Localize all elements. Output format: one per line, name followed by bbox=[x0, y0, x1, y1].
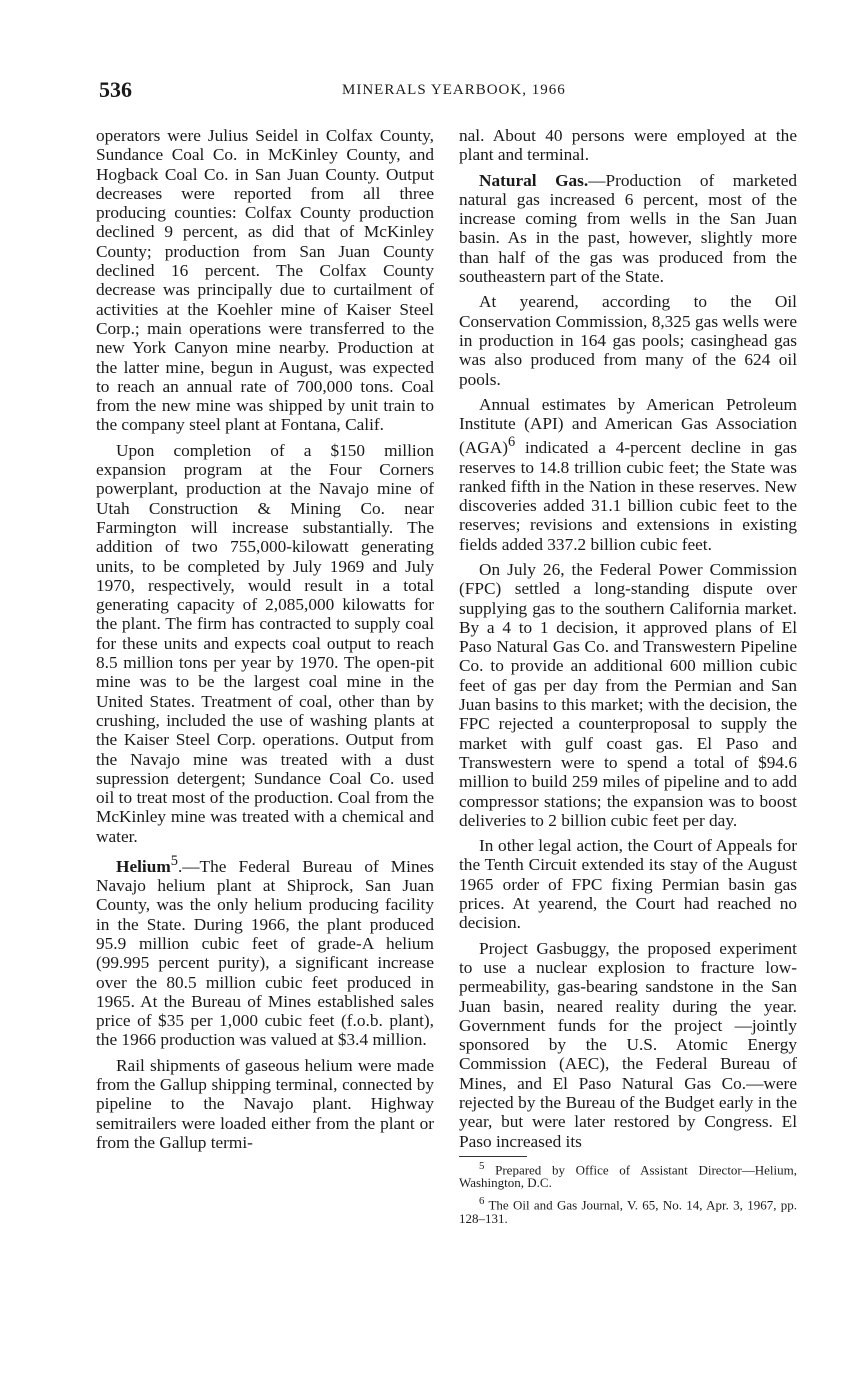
paragraph-four-corners: Upon completion of a $150 million expansion program at the Four Corners powerplant, production at the Navajo mine of Utah Construction & Mining Co. near Farmington will increase substantially. The addition of two 755,000-kilowatt generating units, to be completed by July 1969 and July 1970, respectively, would result in a total generating capacity of 2,085,000 kilowatts for the plant. The firm has contracted to supply coal for these units and expects coal output to reach 8.5 million tons per year by 1970. The open-pit mine was to be the largest coal mine in the United States. Treatment of coal, other than by crushing, included the use of washing plants at the Kaiser Steel Corp. operations. Output from the Navajo mine was treated with a dust supression detergent; Sundance Coal Co. used oil to treat most of the production. Coal from the McKinley mine was treated with a chemical and water. bbox=[96, 440, 434, 846]
right-column bbox=[459, 126, 797, 1231]
footnote-6-mark: 6 bbox=[479, 1195, 485, 1208]
footnote-6-text: The Oil and Gas Journal, V. 65, No. 14, Apr. 3, 1967, pp. 128–131. bbox=[459, 1197, 797, 1226]
paragraph-continued: nal. About 40 persons were employed at the plant and terminal. bbox=[459, 126, 797, 165]
running-title: MINERALS YEARBOOK, 1966 bbox=[342, 82, 566, 98]
paragraph-gasbuggy: Project Gasbuggy, the proposed experiment to use a nuclear explosion to fracture low-permeability, gas-bearing sandstone in the San Juan basin, neared reality during the year. Government funds for the project —jointly sponsored by the U.S. Atomic Energy Commission (AEC), the Federal Bureau of Mines, and El Paso Natural Gas Co.—were rejected by the Bureau of the Budget early in the year, but were later restored by Congress. El Paso increased its bbox=[459, 938, 797, 1151]
paragraph-rail-shipments: Rail shipments of gaseous helium were made from the Gallup shipping terminal, connected by pipeline to the Navajo plant. Highway semitrailers were loaded either from the plant or from the Gallup termi- bbox=[96, 1055, 434, 1152]
natural-gas-text: —Production of marketed natural gas increased 6 percent, most of the increase coming from wells in the San Juan basin. As in the past, however, slightly more than half of the gas was produced from the southeastern part of the State. bbox=[459, 170, 798, 287]
helium-heading: Helium bbox=[116, 856, 171, 876]
paragraph-reserves bbox=[459, 395, 797, 554]
footnote-divider bbox=[459, 1156, 527, 1157]
paragraph-natural-gas bbox=[459, 171, 797, 287]
footnote-5-text: Prepared by Office of Assistant Director—Helium, Washington, D.C. bbox=[459, 1162, 798, 1191]
page-header bbox=[0, 74, 860, 104]
page-number: 536 bbox=[99, 77, 132, 102]
paragraph-helium bbox=[96, 852, 434, 1050]
natural-gas-heading: Natural Gas. bbox=[479, 170, 589, 190]
footnote-6 bbox=[459, 1195, 797, 1224]
footnote-ref-6: 6 bbox=[507, 434, 516, 451]
paragraph-coal-operators: operators were Julius Seidel in Colfax County, Sundance Coal Co. in McKinley County, and Hogback Coal Co. in San Juan County. Output decreases were reported from all three producing counties: Colfax County production declined 9 percent, as did that of McKinley County; production from San Juan County declined 16 percent. The Colfax County decrease was principally due to curtailment of activities at the Koehler mine of Kaiser Steel Corp.; main operations were transferred to the new York Canyon mine nearby. Production at the latter mine, begun in August, was expected to reach an annual rate of 700,000 tons. Coal from the new mine was shipped by unit train to the company steel plant at Fontana, Calif. bbox=[96, 126, 434, 435]
paragraph-legal-action: In other legal action, the Court of Appeals for the Tenth Circuit extended its stay of the August 1965 order of FPC fixing Permian basin gas prices. At yearend, the Court had reached no decision. bbox=[459, 836, 797, 933]
reserves-text-a: Annual estimates by American Petroleum Institute (API) and American Gas Association (AGA) bbox=[459, 394, 797, 458]
paragraph-fpc: On July 26, the Federal Power Commission (FPC) settled a long-standing dispute over supplying gas to the southern California market. By a 4 to 1 decision, it approved plans of El Paso Natural Gas Co. and Transwestern Pipeline Co. to provide an additional 600 million cubic feet of gas per day from the Permian and San Juan basins to this market; with the decision, the FPC rejected a counterproposal to supply the market with gulf coast gas. El Paso and Transwestern were to spend a total of $94.6 million to build 259 miles of pipeline and to add compressor stations; the expansion was to boost deliveries to 2 billion cubic feet per day. bbox=[459, 560, 797, 830]
footnote-ref-5: 5 bbox=[170, 852, 178, 869]
helium-text: .—The Federal Bureau of Mines Navajo helium plant at Shiprock, San Juan County, was the only helium producing facility in the State. During 1966, the plant produced 95.9 million cubic feet of grade-A helium (99.995 percent purity), a significant increase over the 80.5 million cubic feet produced in 1965. At the Bureau of Mines established sales price of $35 per 1,000 cubic feet (f.o.b. plant), the 1966 production was valued at $3.4 million. bbox=[96, 856, 434, 1050]
footnote-5 bbox=[459, 1160, 797, 1189]
paragraph-yearend: At yearend, according to the Oil Conservation Commission, 8,325 gas wells were in production in 164 gas pools; casinghead gas was also produced from many of the 624 oil pools. bbox=[459, 292, 797, 389]
left-column bbox=[96, 126, 434, 1152]
reserves-text-b: indicated a 4-percent decline in gas reserves to 14.8 trillion cubic feet; the State was ranked fifth in the Nation in these reserves. New discoveries added 31.1 billion cubic feet to the reserves; revisions and extensions in existing fields added 337.2 billion cubic feet. bbox=[459, 438, 797, 554]
footnote-5-mark: 5 bbox=[479, 1159, 485, 1172]
